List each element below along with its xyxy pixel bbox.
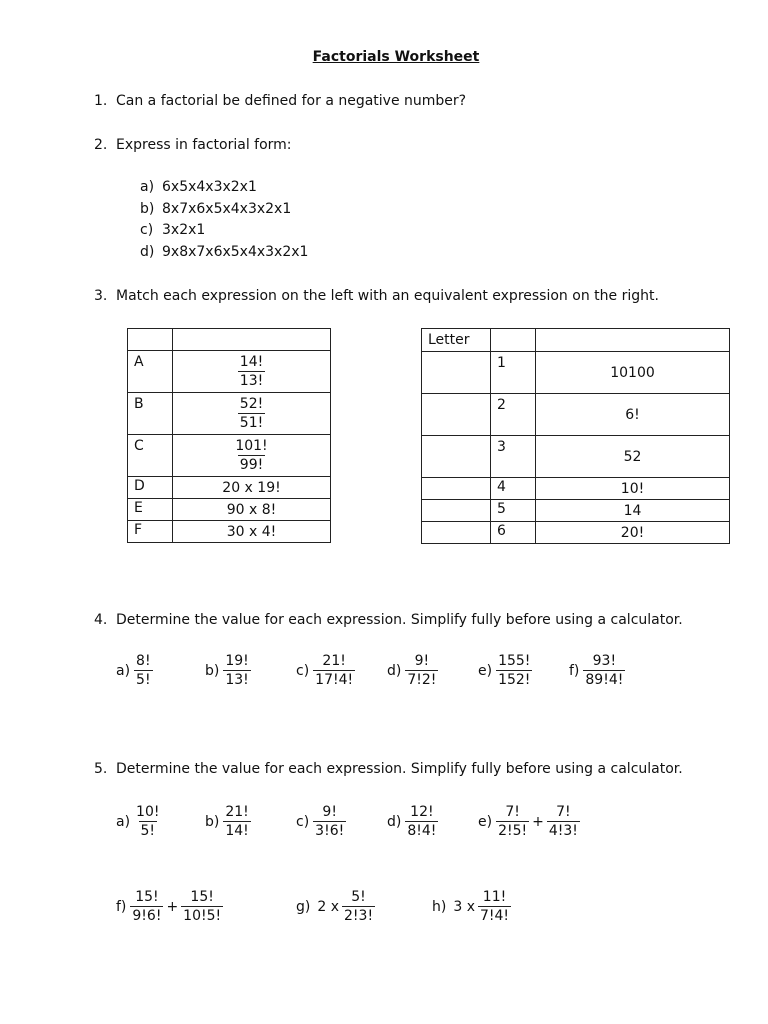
question-number: 3. bbox=[94, 288, 108, 304]
item-label: h) bbox=[432, 898, 447, 915]
q5-item-a bbox=[116, 803, 161, 840]
left-match-table bbox=[127, 328, 331, 543]
expression-cell: 90 x 8! bbox=[173, 499, 331, 521]
question-number: 1. bbox=[94, 93, 108, 109]
denominator: 14! bbox=[225, 823, 249, 839]
table-row bbox=[128, 435, 331, 477]
numerator: 11! bbox=[482, 889, 507, 905]
numerator: 7! bbox=[505, 804, 520, 820]
item-label: a) bbox=[140, 179, 155, 195]
row-letter: A bbox=[128, 351, 173, 393]
answer-letter-cell bbox=[422, 500, 491, 522]
question-5 bbox=[94, 761, 683, 777]
numerator: 8! bbox=[136, 653, 151, 669]
q2-item-d bbox=[140, 244, 308, 260]
denominator: 99! bbox=[239, 457, 264, 473]
table-row bbox=[128, 477, 331, 499]
expression-cell: 20 x 19! bbox=[173, 477, 331, 499]
q5-item-e bbox=[478, 803, 580, 840]
numerator: 9! bbox=[414, 653, 430, 669]
table-row bbox=[422, 522, 730, 544]
numerator: 21! bbox=[225, 804, 249, 820]
q4-item-c bbox=[296, 652, 355, 689]
denominator: 13! bbox=[225, 672, 249, 688]
answer-letter-cell bbox=[422, 394, 491, 436]
item-label: f) bbox=[569, 662, 580, 679]
denominator: 10!5! bbox=[183, 908, 222, 924]
q5-item-d bbox=[387, 803, 438, 840]
value-cell: 20! bbox=[536, 522, 730, 544]
item-label: a) bbox=[116, 662, 131, 679]
numerator: 101! bbox=[235, 438, 268, 454]
item-label: c) bbox=[140, 222, 154, 238]
value-cell: 10100 bbox=[536, 352, 730, 394]
item-label: d) bbox=[140, 244, 155, 260]
answer-letter-cell bbox=[422, 478, 491, 500]
table-row bbox=[422, 394, 730, 436]
table-row bbox=[422, 500, 730, 522]
question-text: Express in factorial form: bbox=[116, 137, 292, 153]
q4-item-f bbox=[569, 652, 625, 689]
question-3 bbox=[94, 288, 659, 304]
numerator: 52! bbox=[239, 396, 264, 412]
item-label: f) bbox=[116, 898, 127, 915]
denominator: 51! bbox=[239, 415, 264, 431]
denominator: 3!6! bbox=[315, 823, 345, 839]
table-row bbox=[422, 436, 730, 478]
denominator: 8!4! bbox=[407, 823, 437, 839]
answer-letter-cell bbox=[422, 522, 491, 544]
plus-operator: + bbox=[166, 898, 179, 915]
q5-item-c bbox=[296, 803, 346, 840]
plus-operator: + bbox=[532, 813, 544, 830]
table-cell bbox=[173, 329, 331, 351]
item-label: b) bbox=[205, 662, 220, 679]
item-text: 9x8x7x6x5x4x3x2x1 bbox=[162, 244, 309, 260]
numerator: 15! bbox=[190, 889, 214, 905]
question-1 bbox=[94, 93, 466, 109]
item-label: c) bbox=[296, 662, 310, 679]
expression-cell: 30 x 4! bbox=[173, 521, 331, 543]
question-text: Determine the value for each expression. Simplify fully before using a calculator. bbox=[116, 761, 683, 777]
item-label: b) bbox=[205, 813, 220, 830]
denominator: 89!4! bbox=[585, 672, 624, 688]
item-label: c) bbox=[296, 813, 310, 830]
question-number: 5. bbox=[94, 761, 108, 777]
q5-item-h bbox=[432, 888, 511, 925]
item-text: 8x7x6x5x4x3x2x1 bbox=[162, 201, 292, 217]
coefficient: 3 x bbox=[453, 898, 475, 915]
numerator: 21! bbox=[322, 653, 346, 669]
row-number: 6 bbox=[491, 522, 536, 544]
right-match-table bbox=[421, 328, 730, 544]
table-row bbox=[128, 393, 331, 435]
row-number: 2 bbox=[491, 394, 536, 436]
item-text: 6x5x4x3x2x1 bbox=[162, 179, 257, 195]
row-number: 3 bbox=[491, 436, 536, 478]
numerator: 7! bbox=[556, 804, 571, 820]
table-row bbox=[422, 478, 730, 500]
q2-item-a bbox=[140, 179, 257, 195]
row-letter: C bbox=[128, 435, 173, 477]
worksheet-title: Factorials Worksheet bbox=[312, 49, 480, 65]
question-2 bbox=[94, 137, 292, 153]
value-cell: 52 bbox=[536, 436, 730, 478]
table-cell bbox=[491, 329, 536, 352]
row-number: 5 bbox=[491, 500, 536, 522]
numerator: 155! bbox=[498, 653, 531, 669]
denominator: 2!5! bbox=[498, 823, 528, 839]
expression-cell bbox=[173, 393, 331, 435]
table-row bbox=[422, 352, 730, 394]
denominator: 9!6! bbox=[132, 908, 162, 924]
q4-item-d bbox=[387, 652, 438, 689]
q2-item-c bbox=[140, 222, 205, 238]
denominator: 4!3! bbox=[548, 823, 578, 839]
item-label: d) bbox=[387, 662, 402, 679]
value-cell: 14 bbox=[536, 500, 730, 522]
q5-item-b bbox=[205, 803, 251, 840]
question-4 bbox=[94, 612, 683, 628]
item-label: b) bbox=[140, 201, 155, 217]
table-cell bbox=[536, 329, 730, 352]
denominator: 5! bbox=[136, 672, 151, 688]
item-text: 3x2x1 bbox=[162, 222, 206, 238]
q4-item-e bbox=[478, 652, 532, 689]
denominator: 7!4! bbox=[480, 908, 510, 924]
item-label: a) bbox=[116, 813, 131, 830]
denominator: 152! bbox=[498, 672, 531, 688]
row-letter: E bbox=[128, 499, 173, 521]
denominator: 5! bbox=[140, 823, 156, 839]
question-number: 4. bbox=[94, 612, 108, 628]
row-letter: F bbox=[128, 521, 173, 543]
question-text: Can a factorial be defined for a negative number? bbox=[116, 93, 467, 109]
question-text: Match each expression on the left with an equivalent expression on the right. bbox=[116, 288, 659, 304]
numerator: 14! bbox=[239, 354, 264, 370]
row-letter: D bbox=[128, 477, 173, 499]
question-text: Determine the value for each expression. Simplify fully before using a calculator. bbox=[116, 612, 683, 628]
q5-item-g bbox=[296, 888, 375, 925]
answer-letter-cell bbox=[422, 352, 491, 394]
item-label: e) bbox=[478, 813, 493, 830]
table-cell bbox=[128, 329, 173, 351]
denominator: 7!2! bbox=[407, 672, 437, 688]
item-label: d) bbox=[387, 813, 402, 830]
value-cell: 6! bbox=[536, 394, 730, 436]
denominator: 13! bbox=[239, 373, 264, 389]
answer-letter-cell bbox=[422, 436, 491, 478]
letter-header: Letter bbox=[422, 329, 491, 352]
numerator: 15! bbox=[135, 889, 159, 905]
numerator: 10! bbox=[136, 804, 160, 820]
denominator: 17!4! bbox=[315, 672, 354, 688]
denominator: 2!3! bbox=[344, 908, 374, 924]
value-cell: 10! bbox=[536, 478, 730, 500]
table-row bbox=[128, 499, 331, 521]
q5-item-f bbox=[116, 888, 223, 925]
question-number: 2. bbox=[94, 137, 108, 153]
table-row bbox=[128, 521, 331, 543]
q4-item-a bbox=[116, 652, 153, 689]
item-label: e) bbox=[478, 662, 493, 679]
coefficient: 2 x bbox=[317, 898, 340, 915]
row-number: 1 bbox=[491, 352, 536, 394]
q4-item-b bbox=[205, 652, 251, 689]
expression-cell bbox=[173, 435, 331, 477]
numerator: 19! bbox=[225, 653, 249, 669]
row-number: 4 bbox=[491, 478, 536, 500]
q2-item-b bbox=[140, 201, 291, 217]
numerator: 5! bbox=[351, 889, 366, 905]
expression-cell bbox=[173, 351, 331, 393]
numerator: 12! bbox=[410, 804, 434, 820]
row-letter: B bbox=[128, 393, 173, 435]
numerator: 9! bbox=[322, 804, 337, 820]
item-label: g) bbox=[296, 898, 311, 915]
numerator: 93! bbox=[592, 653, 617, 669]
table-row bbox=[128, 351, 331, 393]
